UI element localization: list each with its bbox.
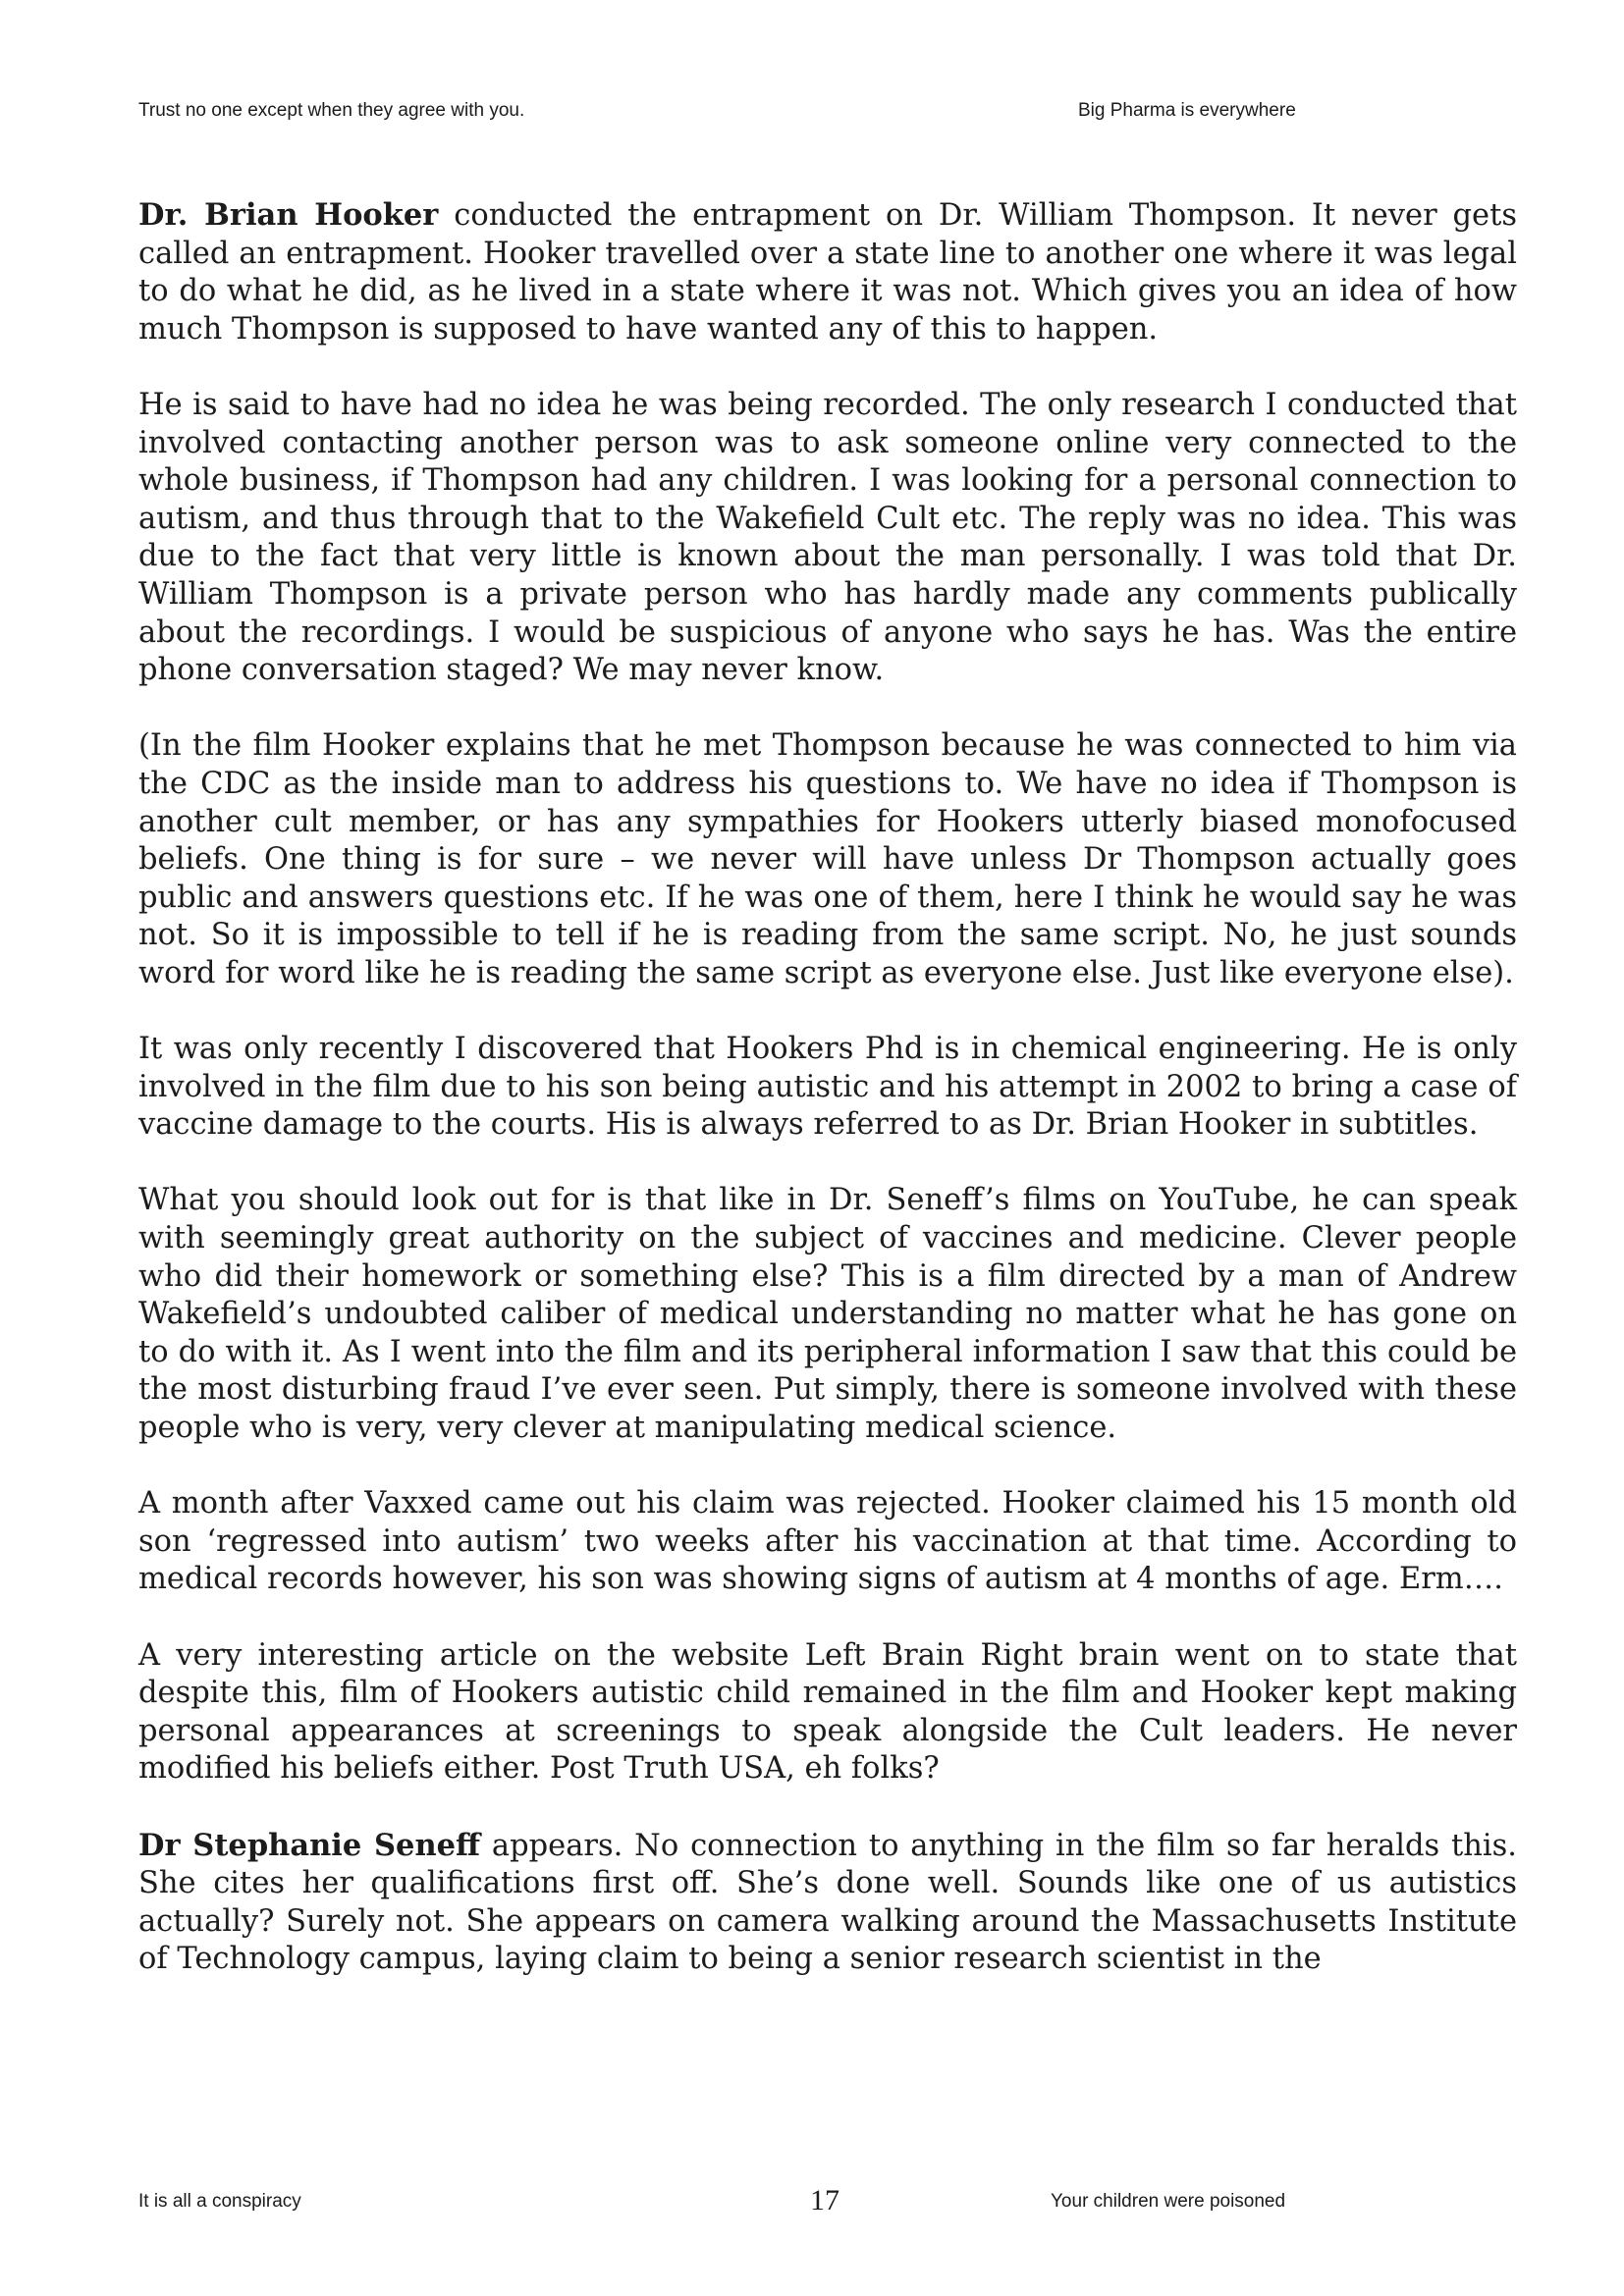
paragraph [138, 1827, 1517, 1979]
footer-right-text: Your children were poisoned [1051, 2191, 1286, 2212]
paragraph-text: appears. No connection to anything in the film so far heralds this. She cites her qualifications first off. She’s done well. Sounds like one of us autistics actually? Surely not. She appears on camera walking around the Massachusetts Institute of Technology campus, laying claim to being a senior research scientist in the [138, 1828, 1517, 1977]
paragraph-text: He is said to have had no idea he was being recorded. The only research I conducted that involved contacting another person was to ask someone online very connected to the whole business, if Thompson had any children. I was looking for a personal connection to autism, and thus through that to the Wakefield Cult etc. The reply was no idea. This was due to the fact that very little is known about the man personally. I was told that Dr. William Thompson is a private person who has hardly made any comments publically about the recordings. I would be suspicious of anyone who says he has. Was the entire phone conversation staged? We may never know. [138, 387, 1517, 688]
paragraph-text: A month after Vaxxed came out his claim was rejected. Hooker claimed his 15 month old son ‘regressed into autism’ two weeks after his vaccination at that time. According to medical records however, his son was showing signs of autism at 4 months of age. Erm…. [138, 1486, 1517, 1597]
paragraph [138, 1031, 1517, 1145]
paragraph [138, 1485, 1517, 1599]
page-number: 17 [810, 2184, 839, 2216]
paragraph [138, 1637, 1517, 1789]
paragraph-text: (In the film Hooker explains that he met Thompson because he was connected to him via the CDC as the inside man to address his questions to. We have no idea if Thompson is another cult member, or has any sympathies for Hookers utterly biased monofocused beliefs. One thing is for sure – we never will have unless Dr Thompson actually goes public and answers questions etc. If he was one of them, here I think he would say he was not. So it is impossible to tell if he is reading from the same script. No, he just sounds word for word like he is reading the same script as everyone else. Just like everyone else). [138, 728, 1517, 990]
paragraph-text: What you should look out for is that like in Dr. Seneff’s films on YouTube, he can speak with seemingly great authority on the subject of vaccines and medicine. Clever people who did their homework or something else? This is a film directed by a man of Andrew Wakefield’s undoubted caliber of medical understanding no matter what he has gone on to do with it. As I went into the film and its peripheral information I saw that this could be the most disturbing fraud I’ve ever seen. Put simply, there is someone involved with these people who is very, very clever at manipulating medical science. [138, 1183, 1517, 1445]
paragraph [138, 387, 1517, 690]
paragraph-text: A very interesting article on the website Left Brain Right brain went on to state that despite this, film of Hookers autistic child remained in the film and Hooker kept making personal appearances at screenings to speak alongside the Cult leaders. He never modified his beliefs either. Post Truth USA, eh folks? [138, 1637, 1517, 1787]
paragraph [138, 1182, 1517, 1447]
paragraph [138, 196, 1517, 348]
bold-lead-name: Dr. Brian Hooker [138, 197, 439, 233]
paragraph-text: It was only recently I discovered that Hookers Phd is in chemical engineering. He is only involved in the film due to his son being autistic and his attempt in 2002 to bring a case of vaccine damage to the courts. His is always referred to as Dr. Brian Hooker in subtitles. [138, 1032, 1517, 1143]
bold-lead-name: Dr Stephanie Seneff [138, 1827, 481, 1863]
paragraph-text: conducted the entrapment on Dr. William Thompson. It never gets called an entrapment. Hooker travelled over a state line to another one where it was legal to do what he did, as he lived in a state where it was not. Which gives you an idea of how much Thompson is supposed to have wanted any of this to happen. [138, 198, 1517, 347]
header-left-text: Trust no one except when they agree with you. [138, 100, 525, 121]
footer-left-text: It is all a conspiracy [138, 2191, 301, 2212]
body-text [138, 196, 1517, 1979]
paragraph [138, 727, 1517, 992]
header-right-text: Big Pharma is everywhere [1078, 100, 1296, 121]
